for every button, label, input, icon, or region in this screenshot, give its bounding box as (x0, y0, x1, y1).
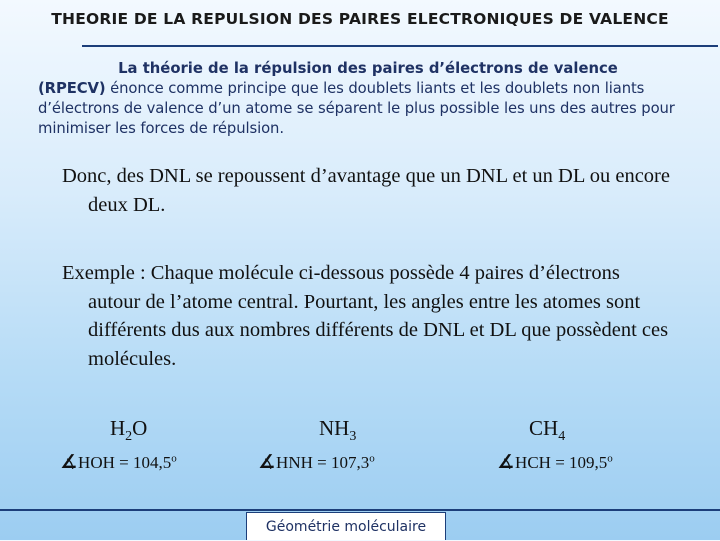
formula-subscript: 3 (349, 429, 357, 445)
molecule-formula-nh3 (319, 416, 356, 445)
definition-acronym: (RPECV) (38, 80, 106, 97)
formula-part: H (110, 416, 126, 440)
definition-text: énonce comme principe que les doublets liants et les doublets non liants d’électrons de valence d’un atome se séparent le plus possible les uns des autres pour minimiser les forces de répulsion. (38, 80, 675, 137)
angle-hnh (258, 451, 375, 473)
angle-icon: ∡ (258, 451, 276, 473)
angle-icon: ∡ (497, 451, 515, 473)
degree-sign: o (607, 452, 613, 465)
angle-hch (497, 451, 613, 473)
formula-part: CH (529, 416, 559, 440)
formula-subscript: 2 (125, 429, 133, 445)
definition-block (38, 59, 698, 139)
paragraph-example: Exemple : Chaque molécule ci-dessous possède 4 paires d’électrons autour de l’atome central. Pourtant, les angles entre les atomes sont différents dus aux nombres différents de DNL et DL que possèdent ces molécules. (62, 262, 669, 370)
definition-body (38, 79, 698, 139)
formula-part: NH (319, 416, 350, 440)
definition-lead: La théorie de la répulsion des paires d’électrons de valence (118, 60, 618, 77)
angle-hoh (60, 451, 177, 473)
formula-part: O (132, 416, 148, 440)
angle-value: HNH = 107,3 (276, 453, 370, 472)
molecule-formula-ch4 (529, 416, 565, 445)
molecule-formula-h2o (110, 416, 147, 445)
degree-sign: o (171, 452, 177, 465)
title-underline (82, 45, 718, 47)
formula-subscript: 4 (558, 429, 566, 445)
footer-rule (0, 509, 720, 511)
degree-sign: o (369, 452, 375, 465)
angle-icon: ∡ (60, 451, 78, 473)
footer-label: Géométrie moléculaire (246, 512, 446, 540)
paragraph-dnl: Donc, des DNL se repoussent d’avantage que un DNL et un DL ou encore deux DL. (62, 165, 670, 216)
angle-value: HCH = 109,5 (515, 453, 608, 472)
slide-title: THEORIE DE LA REPULSION DES PAIRES ELECTRONIQUES DE VALENCE (51, 10, 669, 28)
angle-value: HOH = 104,5 (78, 453, 172, 472)
